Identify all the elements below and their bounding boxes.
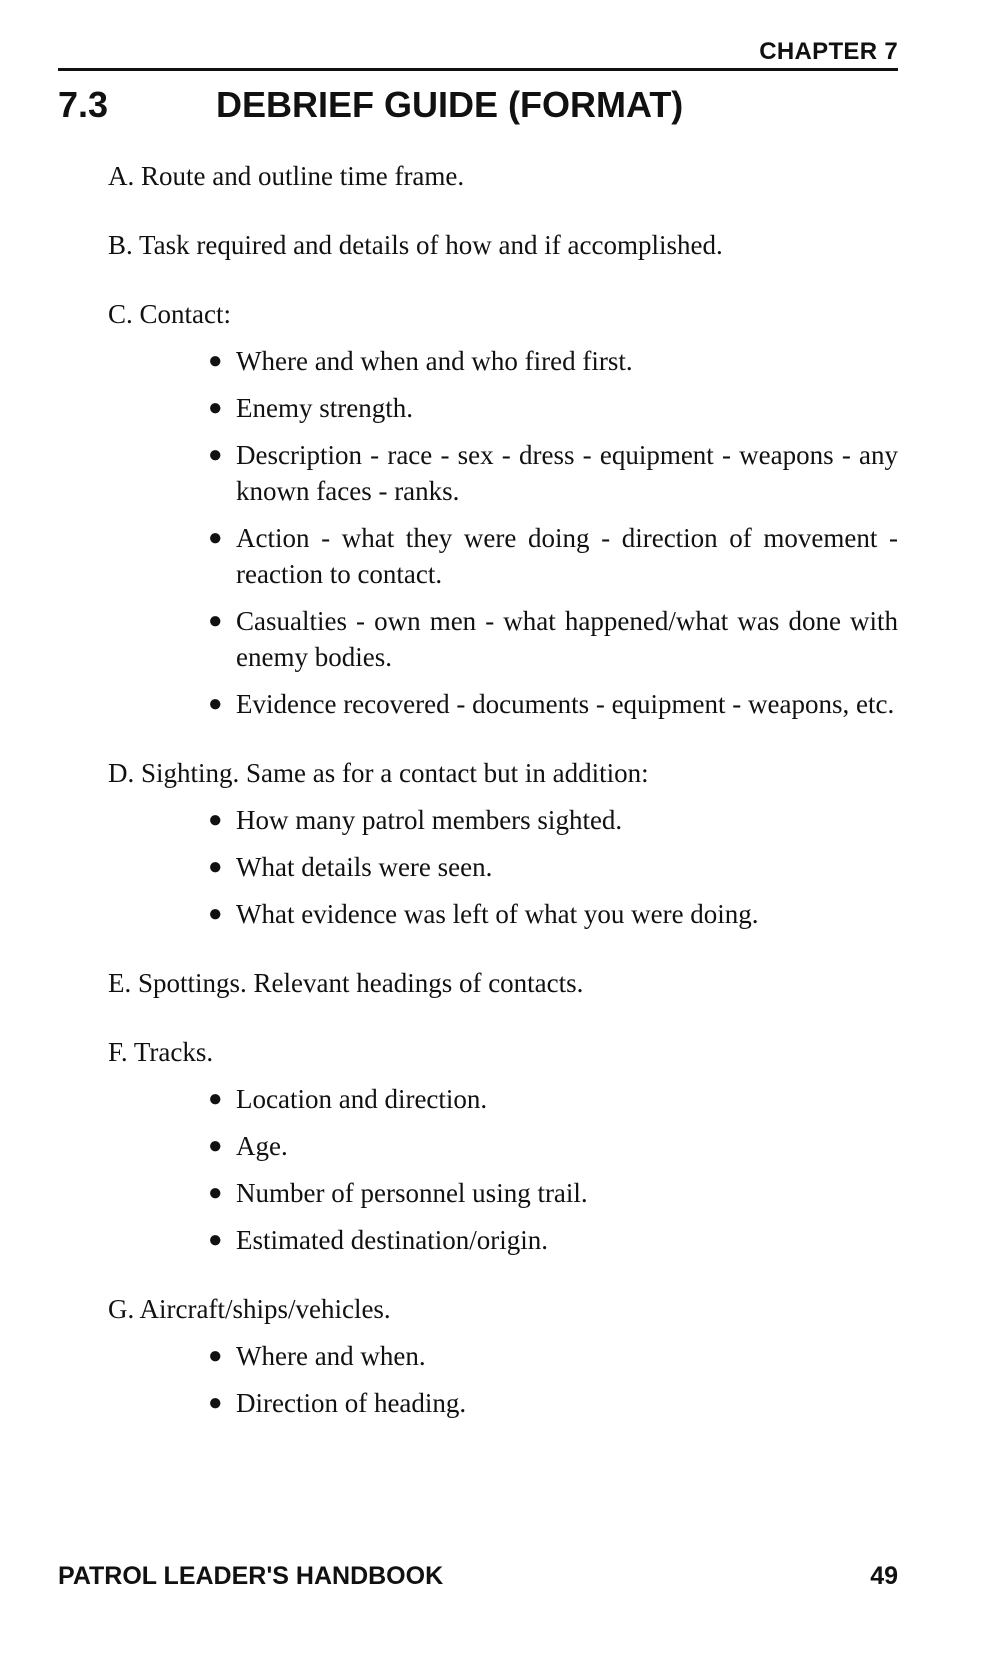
bullet-text: Age. (236, 1131, 288, 1161)
bullet-text: Where and when. (236, 1341, 426, 1371)
bullet-item (208, 1385, 898, 1421)
bullet-item (208, 1128, 898, 1164)
bullet-item (208, 437, 898, 509)
bullet-item (208, 390, 898, 426)
bullet-icon: ● (208, 1343, 223, 1369)
list-item (108, 158, 898, 194)
item-label: A. Route and outline time frame. (108, 161, 465, 191)
bullet-item (208, 802, 898, 838)
header-rule (58, 68, 898, 71)
bullet-icon: ● (208, 1390, 223, 1416)
bullet-item (208, 603, 898, 675)
bullet-text: What details were seen. (236, 852, 493, 882)
bullet-list (108, 1081, 898, 1258)
bullet-text: Where and when and who fired first. (236, 346, 633, 376)
bullet-text: Number of personnel using trail. (236, 1178, 588, 1208)
bullet-item (208, 1081, 898, 1117)
list-item (108, 227, 898, 263)
list-item (108, 965, 898, 1001)
bullet-item (208, 1222, 898, 1258)
bullet-text: Location and direction. (236, 1084, 488, 1114)
item-label: C. Contact: (108, 299, 231, 329)
bullet-icon: ● (208, 854, 223, 880)
section-number: 7.3 (58, 84, 109, 125)
bullet-text: Direction of heading. (236, 1388, 467, 1418)
item-label: E. Spottings. Relevant headings of contacts. (108, 968, 584, 998)
bullet-text: How many patrol members sighted. (236, 805, 623, 835)
list-item (108, 1034, 898, 1258)
page-number: 49 (870, 1562, 898, 1590)
bullet-item (208, 686, 898, 722)
section-title: DEBRIEF GUIDE (FORMAT) (216, 84, 684, 125)
bullet-icon: ● (208, 691, 223, 717)
item-label: G. Aircraft/ships/vehicles. (108, 1294, 391, 1324)
item-label: F. Tracks. (108, 1037, 214, 1067)
debrief-list (108, 158, 898, 1454)
item-label: D. Sighting. Same as for a contact but in addition: (108, 758, 649, 788)
bullet-list (108, 1338, 898, 1421)
bullet-item (208, 1175, 898, 1211)
bullet-text: What evidence was left of what you were doing. (236, 899, 759, 929)
bullet-item (208, 896, 898, 932)
footer-book-title: PATROL LEADER'S HANDBOOK (58, 1562, 444, 1590)
bullet-icon: ● (208, 442, 223, 468)
bullet-text: Evidence recovered - documents - equipment - weapons, etc. (236, 689, 895, 719)
bullet-icon: ● (208, 1086, 223, 1112)
bullet-icon: ● (208, 807, 223, 833)
chapter-label: CHAPTER 7 (759, 38, 898, 65)
bullet-icon: ● (208, 901, 223, 927)
list-item (108, 755, 898, 932)
bullet-icon: ● (208, 1227, 223, 1253)
bullet-item (208, 520, 898, 592)
bullet-list (108, 343, 898, 722)
bullet-icon: ● (208, 1133, 223, 1159)
bullet-list (108, 802, 898, 932)
list-item (108, 296, 898, 722)
bullet-item (208, 343, 898, 379)
bullet-icon: ● (208, 348, 223, 374)
bullet-text: Description - race - sex - dress - equipment - weapons - any known faces - ranks. (236, 440, 898, 506)
bullet-icon: ● (208, 608, 223, 634)
list-item (108, 1291, 898, 1421)
bullet-text: Enemy strength. (236, 393, 413, 423)
bullet-item (208, 849, 898, 885)
bullet-text: Action - what they were doing - direction of movement - reaction to contact. (236, 523, 898, 589)
bullet-item (208, 1338, 898, 1374)
bullet-icon: ● (208, 395, 223, 421)
bullet-text: Estimated destination/origin. (236, 1225, 548, 1255)
bullet-icon: ● (208, 1180, 223, 1206)
item-label: B. Task required and details of how and if accomplished. (108, 230, 723, 260)
bullet-icon: ● (208, 525, 223, 551)
bullet-text: Casualties - own men - what happened/what was done with enemy bodies. (236, 606, 898, 672)
